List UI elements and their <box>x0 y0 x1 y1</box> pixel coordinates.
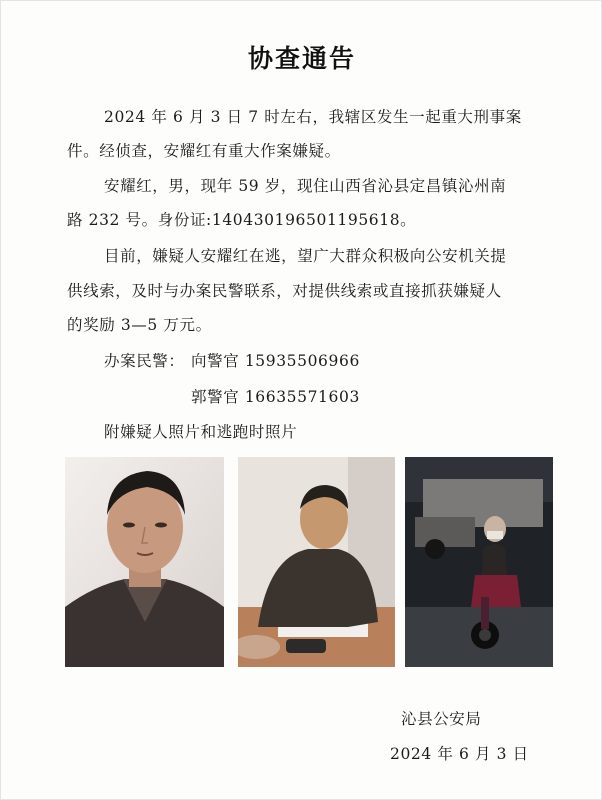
issuer: 沁县公安局 <box>401 710 482 728</box>
paragraph-1-line-1: 2024 年 6 月 3 日 7 时左右，我辖区发生一起重大刑事案 <box>104 108 522 126</box>
officer-1-contact: 向警官 15935506966 <box>191 352 360 370</box>
paragraph-1-line-2: 件。经侦查，安耀红有重大作案嫌疑。 <box>67 142 341 160</box>
attachment-note: 附嫌疑人照片和逃跑时照片 <box>104 423 298 441</box>
suspect-portrait-photo <box>65 457 224 667</box>
contacts-label: 办案民警： <box>104 352 185 370</box>
paragraph-2-line-1: 安耀红，男，现年 59 岁，现住山西省沁县定昌镇沁州南 <box>104 177 507 195</box>
suspect-escape-photo <box>405 457 553 667</box>
paragraph-3-line-2: 供线索，及时与办案民警联系，对提供线索或直接抓获嫌疑人 <box>67 282 502 300</box>
suspect-seated-photo <box>238 457 395 667</box>
paragraph-3-line-3: 的奖励 3—5 万元。 <box>67 316 212 334</box>
paragraph-2-line-2: 路 232 号。身份证:140430196501195618。 <box>67 211 417 229</box>
issue-date: 2024 年 6 月 3 日 <box>390 745 529 763</box>
paragraph-3-line-1: 目前，嫌疑人安耀红在逃，望广大群众积极向公安机关提 <box>104 247 507 265</box>
officer-2-contact: 郭警官 16635571603 <box>191 388 360 406</box>
notice-title: 协查通告 <box>247 44 356 73</box>
